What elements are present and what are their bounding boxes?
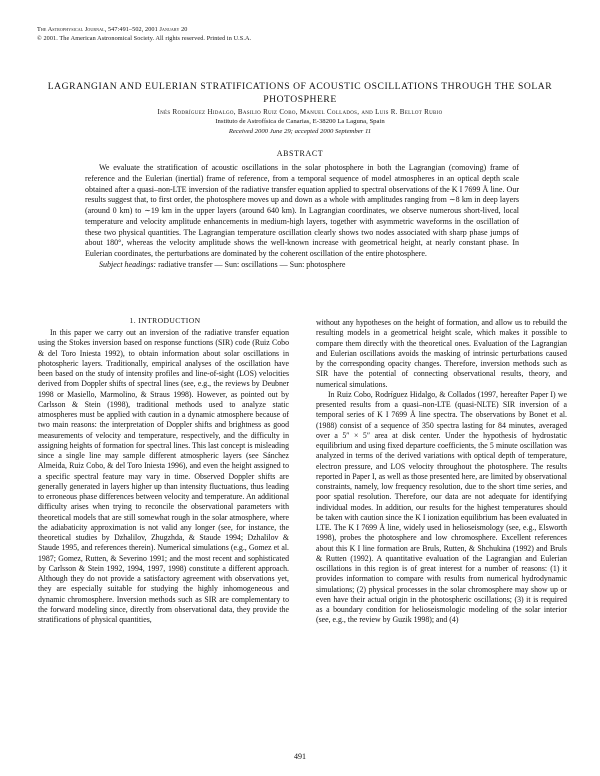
subject-headings-text: radiative transfer — Sun: oscillations — Sun: photosphere [158, 259, 346, 269]
author-block [40, 108, 560, 136]
subject-headings-label: Subject headings: [99, 259, 157, 269]
copyright-notice: © 2001. The American Astronomical Society. All rights reserved. Printed in U.S.A. [37, 35, 252, 42]
abstract-block [85, 163, 519, 271]
intro-paragraph-1-continued: without any hypotheses on the height of formation, and allow us to rebuild the resulting models in a geometrical height scale, which makes it possible to compare them directly with the theoretical ones. Evaluation of the Lagrangian and Eulerian oscillations avoids the masking of intrinsic perturbations caused by the corresponding opacity changes. Therefore, inversion methods such as SIR have the potential of connecting observational results, theory, and numerical simulations. [316, 318, 567, 389]
intro-paragraph-2: In Ruiz Cobo, Rodríguez Hidalgo, & Collados (1997, hereafter Paper I) we presented results from a quasi–non-LTE (quasi-NLTE) SIR inversion of a temporal series of K I 7699 Å line spectra. The observations by Bonet et al. (1988) consist of a sequence of 350 spectra lasting for 84 minutes, averaged over a 5″ × 5″ area at disk center. Under the hypothesis of hydrostatic equilibrium and using fixed departure coefficients, the 5 minute oscillation was analyzed in terms of the derived variations with optical depth of temperature, electron pressure, and LOS velocity throughout the photosphere. The results reported in Paper I, as well as those presented here, are limited by observational constraints, namely, low frequency resolution, due to the short time series, and poor spatial resolution. Therefore, our data are not adequate for identifying individual modes. In addition, our results for the highest temperatures should be taken with caution since the K I ionization equilibrium has been evaluated in LTE. The K I 7699 Å line, widely used in helioseismology (see, e.g., Elsworth 1998), probes the photosphere and low chromosphere. Excellent references about this K I line formation are Bruls, Rutten, & Shchukina (1992) and Bruls & Rutten (1992). A quantitative evaluation of the Lagrangian and Eulerian oscillations in this region is of great interest for a number of reasons: (1) it provides information to compare with results from numerical hydrodynamic simulations; (2) physical processes in the solar chromosphere may show up or even have their actual origin in the photospheric oscillations; (3) it is required as a boundary condition for helioseismologic modeling of the solar interior (see, e.g., the review by Guzik 1998); and (4) [316, 389, 567, 625]
journal-citation: The Astrophysical Journal, 547:491–502, 2001 January 20 [37, 26, 188, 33]
paper-title: LAGRANGIAN AND EULERIAN STRATIFICATIONS OF ACOUSTIC OSCILLATIONS THROUGH THE SOLAR PHOTOSPHERE [47, 81, 553, 105]
abstract-heading: ABSTRACT [276, 149, 324, 158]
left-column [38, 328, 289, 625]
page-number: 491 [294, 752, 306, 761]
abstract-text: We evaluate the stratification of acoustic oscillations in the solar photosphere in both the Lagrangian (comoving) frame of reference and the Eulerian (inertial) frame of reference, from a temporal sequence of model atmospheres in an optical depth scale obtained after a quasi–non-LTE inversion of the radiative transfer equation applied to spectral observations of the K I 7699 Å line. Our results suggest that, to first order, the photosphere moves up and down as a whole with amplitudes ranging from ∼8 km in deep layers (around 0 km) to ∼19 km in the upper layers (around 640 km). In Lagrangian coordinates, we observe numerous short-lived, local temperature and velocity amplitude enhancements in medium-high layers, together with asymmetric waveforms in the oscillation of these two physical quantities. The Lagrangian temperature oscillation clearly shows two nodes associated with sharp phase jumps of about 180°, whereas the velocity amplitude shows the well-known increase with geometrical height, at nearly constant phase. In Eulerian coordinates, the perturbations are dominated by the coherent oscillation of the entire photosphere. [85, 163, 519, 258]
received-dates: Received 2000 June 29; accepted 2000 September 11 [228, 127, 372, 135]
right-column [316, 318, 567, 626]
affiliation: Instituto de Astrofísica de Canarias, E-38200 La Laguna, Spain [215, 118, 385, 126]
subject-headings [85, 260, 519, 271]
section-heading-introduction: 1. INTRODUCTION [129, 316, 201, 325]
intro-paragraph-1: In this paper we carry out an inversion of the radiative transfer equation using the Stokes inversion based on response functions (SIR) code (Ruiz Cobo & del Toro Iniesta 1992), to obtain information about solar oscillations in photospheric layers. Traditionally, empirical analyses of the oscillation have been based on the study of intensity profiles and line-of-sight (LOS) velocities derived from Doppler shifts of spectral lines (see, e.g., the reviews by Deubner 1998 or Masiello, Marmolino, & Straus 1998). However, as pointed out by Carlsson & Stein (1998), traditional methods used to analyze static atmospheres must be applied with caution in a dynamic atmosphere because of two main reasons: the interpretation of Doppler shifts and brightness as good measurements of velocity and temperature, respectively, and the difficulty in assigning heights of formation for spectral lines. This last concept is misleading since a single line may sample different atmospheric layers (see Sánchez Almeida, Ruiz Cobo, & del Toro Iniesta 1996), and even the height assigned to a specific spectral feature may vary in time. Observed Doppler shifts are generally generated in layers higher up than intensity fluctuations, thus leading to erroneous phase differences between velocity and temperature. An additional difficulty arises when trying to reconcile the observational parameters with theoretical models that are still somewhat rough in the solar atmosphere, where the adiabaticity approximation is not valid any longer (see, for instance, the theoretical studies by Dzhalilov, Zhugzhda, & Staude 1994; Dzhalilov & Staude 1995, and references therein). Numerical simulations (e.g., Gomez et al. 1987; Gomez, Rutten, & Severino 1991; and the most recent and sophisticated by Carlsson & Stein 1992, 1994, 1997, 1998) constitute a different approach. Although they do not provide a satisfactory agreement with observations yet, they are especially suitable for studying the highly inhomogeneous and dynamic chromosphere. Inversion methods such as SIR are complementary to the forward modeling since, directly from observational data, they provide the stratifications of physical quantities, [38, 328, 289, 624]
journal-header [37, 25, 251, 43]
author-list: Inés Rodríguez Hidalgo, Basilio Ruiz Cobo, Manuel Collados, and Luis R. Bellot Rubio [157, 108, 443, 116]
